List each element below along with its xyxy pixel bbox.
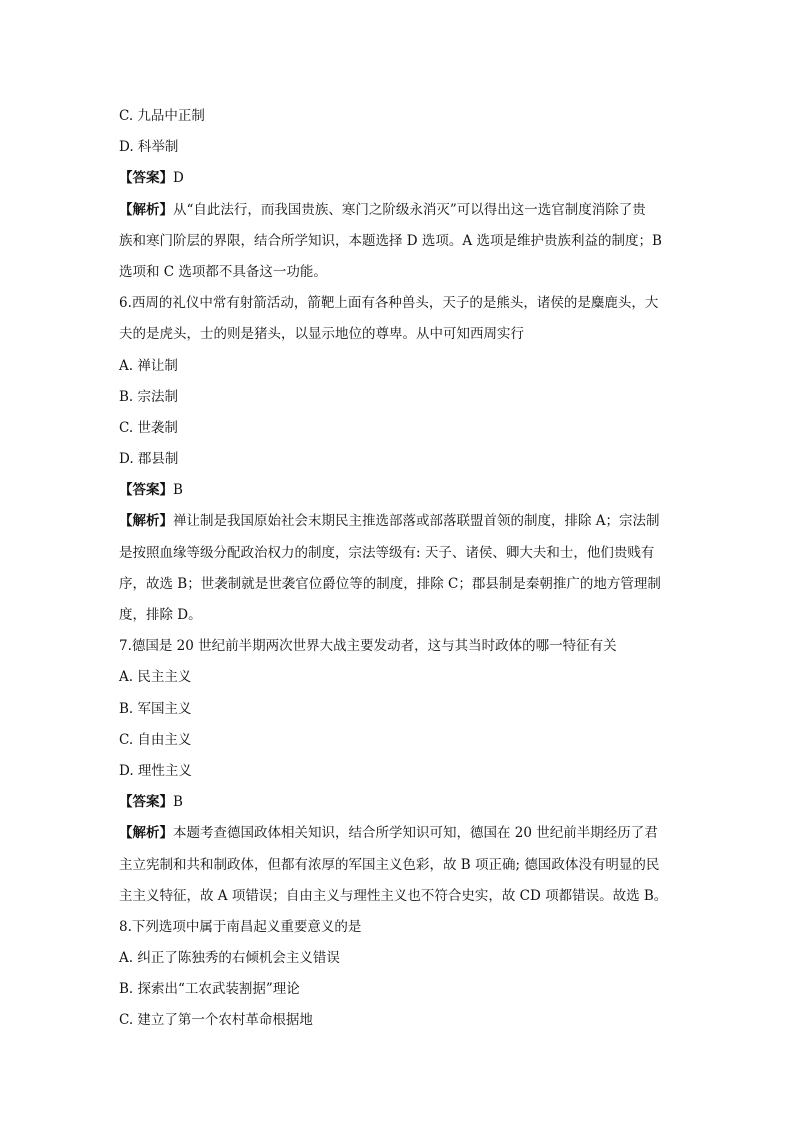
q7-answer-value: B — [173, 794, 183, 811]
q7-analysis-line-1 — [119, 818, 679, 849]
q7-answer — [119, 787, 679, 818]
q7-analysis-text-1: 本题考查德国政体相关知识，结合所学知识可知，德国在 20 世纪前半期经历了君 — [173, 825, 658, 842]
q5-analysis-label: 【解析】 — [119, 201, 173, 218]
q8-option-b: B. 探索出“工农武装割据”理论 — [119, 981, 300, 998]
q7-option-b: B. 军国主义 — [119, 700, 192, 717]
q6-analysis-line-3: 序，故选 B；世袭制就是世袭官位爵位等的制度，排除 C；郡县制是秦朝推广的地方管理制 — [119, 575, 661, 592]
q5-analysis-text-1: 从“自此法行，而我国贵族、寒门之阶级永消灭”可以得出这一选官制度消除了贵 — [173, 201, 646, 218]
q6-analysis-line-1 — [119, 506, 679, 537]
q7-answer-label: 【答案】 — [119, 794, 173, 811]
page-content — [119, 101, 679, 1037]
q5-analysis-line-2: 族和寒门阶层的界限，结合所学知识，本题选择 D 选项。A 选项是维护贵族利益的制度；B — [119, 232, 662, 249]
q6-answer — [119, 475, 679, 506]
q8-stem-line-1: 8.下列选项中属于南昌起义重要意义的是 — [119, 918, 362, 935]
q6-analysis-line-4: 度，排除 D。 — [119, 607, 202, 623]
q6-answer-label: 【答案】 — [119, 482, 173, 499]
q6-option-c: C. 世袭制 — [119, 419, 178, 436]
q6-analysis-text-1: 禅让制是我国原始社会末期民主推选部落或部落联盟首领的制度，排除 A；宗法制 — [173, 513, 660, 530]
q7-stem-line-1: 7.德国是 20 世纪前半期两次世界大战主要发动者，这与其当时政体的哪一特征有关 — [119, 638, 617, 655]
q8-option-a: A. 纠正了陈独秀的右倾机会主义错误 — [119, 950, 340, 967]
q6-option-d: D. 郡县制 — [119, 451, 179, 468]
q7-option-d: D. 理性主义 — [119, 762, 192, 779]
q5-option-c: C. 九品中正制 — [119, 108, 205, 124]
q6-option-b: B. 宗法制 — [119, 388, 179, 405]
q6-analysis-line-2: 是按照血缘等级分配政治权力的制度，宗法等级有: 天子、诸侯、卿大夫和士，他们贵贱有 — [119, 544, 655, 561]
q5-analysis-line-3: 选项和 C 选项都不具备这一功能。 — [119, 263, 327, 280]
q5-option-d: D. 科举制 — [119, 139, 179, 156]
q5-answer — [119, 163, 679, 194]
q7-option-a: A. 民主主义 — [119, 669, 192, 686]
q5-answer-value: D — [173, 170, 184, 187]
q6-analysis-label: 【解析】 — [119, 513, 173, 530]
q6-option-a: A. 禅让制 — [119, 357, 178, 374]
q6-stem-line-2: 夫的是虎头，士的则是猪头，以显示地位的尊卑。从中可知西周实行 — [119, 326, 524, 343]
q7-analysis-line-3: 主主义特征，故 A 项错误；自由主义与理性主义也不符合史实，故 CD 项都错误。故选 B。 — [119, 887, 668, 904]
q7-analysis-label: 【解析】 — [119, 825, 173, 842]
q5-answer-label: 【答案】 — [119, 170, 173, 187]
q7-option-c: C. 自由主义 — [119, 731, 192, 748]
q6-stem-line-1: 6.西周的礼仪中常有射箭活动，箭靶上面有各种兽头，天子的是熊头，诸侯的是麋鹿头，大 — [119, 295, 659, 312]
q8-option-c: C. 建立了第一个农村革命根据地 — [119, 1012, 313, 1029]
q7-analysis-line-2: 主立宪制和共和制政体，但都有浓厚的军国主义色彩，故 B 项正确; 德国政体没有明显的民 — [119, 856, 660, 873]
q5-analysis-line-1 — [119, 195, 679, 226]
q6-answer-value: B — [173, 482, 183, 499]
